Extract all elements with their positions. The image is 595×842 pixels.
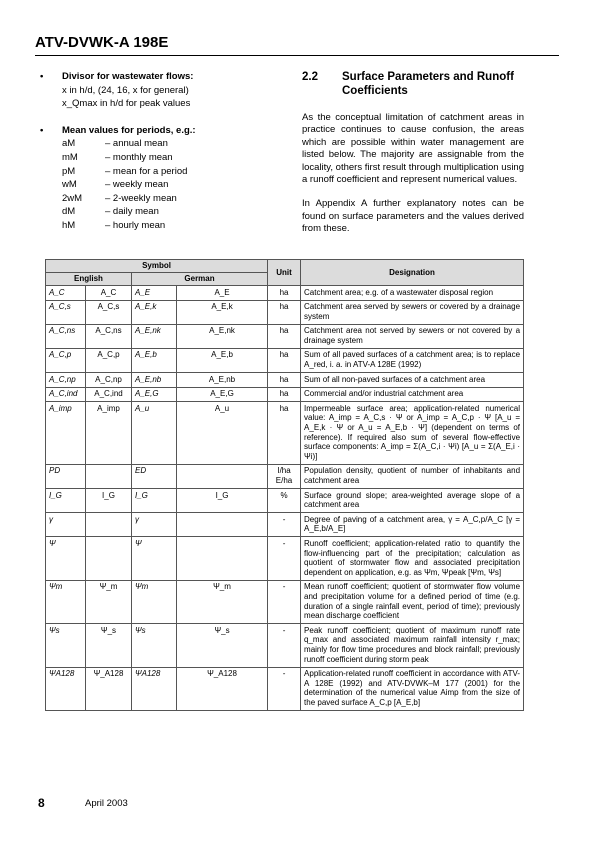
header-unit: Unit <box>268 260 301 286</box>
period-desc: – annual mean <box>105 138 168 150</box>
divisor-line: x in h/d, (24, 16, x for general) <box>62 84 189 96</box>
german-code: A_u <box>177 402 268 465</box>
unit-cell: ha <box>268 387 301 402</box>
english-code: A_C <box>86 286 132 301</box>
english-symbol: Ψm <box>46 580 86 623</box>
page-date: April 2003 <box>85 798 128 809</box>
table-row <box>46 348 524 372</box>
divisor-line: x_Qmax in h/d for peak values <box>62 98 191 110</box>
table-row <box>46 464 524 488</box>
period-desc: – weekly mean <box>105 179 169 191</box>
german-symbol: ED <box>132 464 177 488</box>
period-list <box>40 137 280 232</box>
unit-cell: ha <box>268 324 301 348</box>
english-symbol: ΨA128 <box>46 667 86 710</box>
table-row <box>46 373 524 388</box>
period-item <box>40 192 280 206</box>
header-english: English <box>46 273 132 286</box>
english-symbol: A_C,s <box>46 300 86 324</box>
unit-cell: - <box>268 513 301 537</box>
paragraph: In Appendix A further explanatory notes can be found on surface parameters and the values derived from these. <box>302 198 524 235</box>
german-code <box>177 464 268 488</box>
period-desc: – mean for a period <box>105 165 188 177</box>
german-code: Ψ_s <box>177 624 268 667</box>
german-code: Ψ_A128 <box>177 667 268 710</box>
period-abbr: pM <box>62 165 76 177</box>
german-code: I_G <box>177 489 268 513</box>
period-abbr: aM <box>62 138 76 150</box>
unit-cell: ha <box>268 300 301 324</box>
designation-cell: Runoff coefficient; application-related ratio to quantify the flow-influencing part of the precipitation; calculation as quotient of stormwater flow and associated precipitation dependent on application, e.g. as Ψm, Ψpeak [Ψm, Ψs] <box>301 537 524 580</box>
german-symbol: γ <box>132 513 177 537</box>
page-number: 8 <box>38 796 45 810</box>
period-desc: – 2-weekly mean <box>105 192 177 204</box>
paragraph: As the conceptual limitation of catchment areas in practice continues to cause confusion, the areas which are possible within water management are listed below. The majority are assignable from the locality, others first result through multiplication using a runoff coefficient and represent numerical values. <box>302 112 524 186</box>
english-symbol: Ψ <box>46 537 86 580</box>
german-code: A_E,k <box>177 300 268 324</box>
period-desc: – monthly mean <box>105 151 173 163</box>
period-item <box>40 178 280 192</box>
english-code: I_G <box>86 489 132 513</box>
header-symbol: Symbol <box>46 260 268 273</box>
designation-cell: Application-related runoff coefficient in accordance with ATV-A 128E (1992) and ATV-DVWK–M 177 (2001) for the determination of the numerical value Aimp from the size of the paved surface A_C,p [A_E,b] <box>301 667 524 710</box>
right-column <box>302 70 524 236</box>
table-row <box>46 324 524 348</box>
english-code: Ψ_s <box>86 624 132 667</box>
english-symbol: A_C,ind <box>46 387 86 402</box>
designation-cell: Surface ground slope; area-weighted average slope of a catchment area <box>301 489 524 513</box>
section-title: Surface Parameters and Runoff Coefficients <box>342 71 514 97</box>
german-symbol: A_E <box>132 286 177 301</box>
german-symbol: A_u <box>132 402 177 465</box>
table-row <box>46 402 524 465</box>
table-row <box>46 624 524 667</box>
english-symbol: A_C,np <box>46 373 86 388</box>
period-item <box>40 151 280 165</box>
english-code <box>86 537 132 580</box>
section-heading <box>302 70 524 98</box>
designation-cell: Commercial and/or industrial catchment area <box>301 387 524 402</box>
section-number: 2.2 <box>302 71 318 83</box>
table-row <box>46 300 524 324</box>
english-symbol: A_imp <box>46 402 86 465</box>
english-code: Ψ_A128 <box>86 667 132 710</box>
period-abbr: wM <box>62 179 77 191</box>
designation-cell: Sum of all paved surfaces of a catchment area; is to replace A_red, i. a. in ATV-A 128E (1992) <box>301 348 524 372</box>
period-desc: – hourly mean <box>105 219 166 231</box>
german-code <box>177 513 268 537</box>
table-row <box>46 537 524 580</box>
english-symbol: Ψs <box>46 624 86 667</box>
designation-cell: Catchment area not served by sewers or not covered by a drainage system <box>301 324 524 348</box>
english-code <box>86 513 132 537</box>
period-desc: – daily mean <box>105 206 159 218</box>
table-row <box>46 387 524 402</box>
designation-cell: Catchment area; e.g. of a wastewater disposal region <box>301 286 524 301</box>
german-symbol: A_E,k <box>132 300 177 324</box>
german-code: A_E,G <box>177 387 268 402</box>
unit-cell: - <box>268 580 301 623</box>
german-symbol: A_E,G <box>132 387 177 402</box>
english-code <box>86 464 132 488</box>
german-symbol: A_E,nk <box>132 324 177 348</box>
period-abbr: 2wM <box>62 192 83 204</box>
english-code: Ψ_m <box>86 580 132 623</box>
unit-cell: I/ha E/ha <box>268 464 301 488</box>
german-code: Ψ_m <box>177 580 268 623</box>
table-row <box>46 489 524 513</box>
designation-cell: Population density, quotient of number of inhabitants and catchment area <box>301 464 524 488</box>
english-symbol: A_C,p <box>46 348 86 372</box>
designation-cell: Mean runoff coefficient; quotient of stormwater flow volume and precipitation volume for a defined period of time (e.g. duration of a single rainfall event, period of time); previously mean discharge coefficient <box>301 580 524 623</box>
header-designation: Designation <box>301 260 524 286</box>
document-title: ATV-DVWK-A 198E <box>35 34 169 51</box>
english-code: A_C,s <box>86 300 132 324</box>
german-code: A_E <box>177 286 268 301</box>
period-item <box>40 137 280 151</box>
symbol-table <box>45 259 524 711</box>
header-rule <box>35 55 559 56</box>
period-item <box>40 165 280 179</box>
designation-cell: Peak runoff coefficient; quotient of maximum runoff rate q_max and associated maximum rainfall intensity r_max; mainly for flow time procedures and block rainfall; previously runoff coefficient during storm peak <box>301 624 524 667</box>
english-symbol: γ <box>46 513 86 537</box>
english-code: A_C,ns <box>86 324 132 348</box>
period-item <box>40 205 280 219</box>
designation-cell: Degree of paving of a catchment area, γ = A_C,p/A_C [γ = A_E,b/A_E] <box>301 513 524 537</box>
designation-cell: Impermeable surface area; application-related numerical value: A_imp = A_C,s · Ψ or A_imp = A_C,p · Ψ [A_u = A_E,k · Ψ or A_u = A_E,b · Ψ] (dependent on terms of reference). If required also sum of several flow-effective surface components: A_imp = Σ(A_C,i · Ψi) [A_u = Σ(A_E,i · Ψi)] <box>301 402 524 465</box>
german-symbol: Ψm <box>132 580 177 623</box>
table-row <box>46 667 524 710</box>
german-code: A_E,nk <box>177 324 268 348</box>
german-code: A_E,b <box>177 348 268 372</box>
unit-cell: ha <box>268 373 301 388</box>
german-symbol: A_E,nb <box>132 373 177 388</box>
german-symbol: A_E,b <box>132 348 177 372</box>
designation-cell: Sum of all non-paved surfaces of a catchment area <box>301 373 524 388</box>
english-symbol: A_C,ns <box>46 324 86 348</box>
english-code: A_imp <box>86 402 132 465</box>
period-abbr: dM <box>62 206 76 218</box>
unit-cell: - <box>268 667 301 710</box>
unit-cell: - <box>268 537 301 580</box>
unit-cell: ha <box>268 286 301 301</box>
german-code <box>177 537 268 580</box>
english-symbol: A_C <box>46 286 86 301</box>
period-abbr: mM <box>62 151 78 163</box>
german-symbol: Ψ <box>132 537 177 580</box>
period-item <box>40 219 280 233</box>
english-code: A_C,np <box>86 373 132 388</box>
left-column <box>40 70 280 233</box>
english-code: A_C,ind <box>86 387 132 402</box>
period-abbr: hM <box>62 219 76 231</box>
german-code: A_E,nb <box>177 373 268 388</box>
unit-cell: % <box>268 489 301 513</box>
unit-cell: ha <box>268 402 301 465</box>
table-row <box>46 580 524 623</box>
periods-title: • Mean values for periods, e.g.: <box>40 124 280 138</box>
german-symbol: I_G <box>132 489 177 513</box>
english-code: A_C,p <box>86 348 132 372</box>
english-symbol: PD <box>46 464 86 488</box>
header-german: German <box>132 273 268 286</box>
unit-cell: - <box>268 624 301 667</box>
german-symbol: ΨA128 <box>132 667 177 710</box>
designation-cell: Catchment area served by sewers or covered by a drainage system <box>301 300 524 324</box>
unit-cell: ha <box>268 348 301 372</box>
german-symbol: Ψs <box>132 624 177 667</box>
divisor-title: • Divisor for wastewater flows: <box>40 70 280 84</box>
table-row <box>46 513 524 537</box>
table-row <box>46 286 524 301</box>
english-symbol: I_G <box>46 489 86 513</box>
